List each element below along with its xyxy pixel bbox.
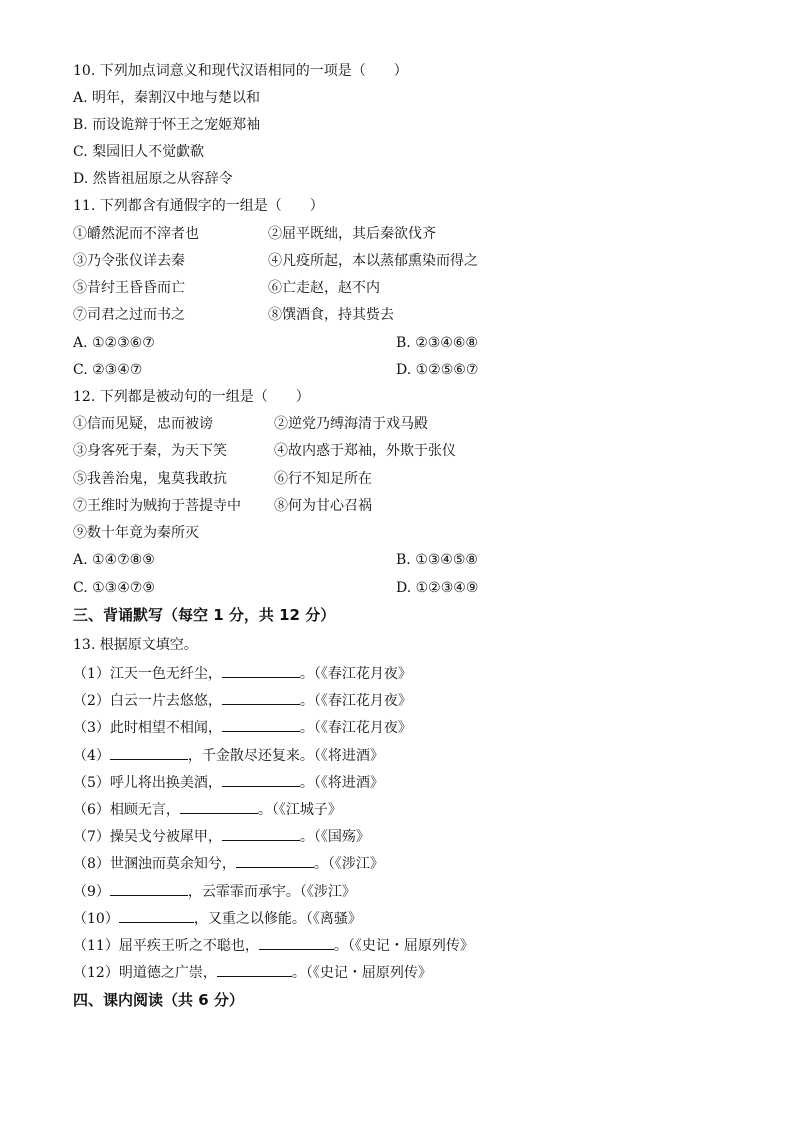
q13-item-number: （4） — [73, 748, 110, 764]
q12-item-8: ⑧何为甘心召祸 — [274, 498, 372, 514]
q13-item-prefix: 世溷浊而莫余知兮， — [109, 856, 236, 872]
q13-stem: 13. 根据原文填空。 — [73, 637, 198, 653]
q10-option-c: C. 梨园旧人不觉歔欷 — [73, 144, 205, 160]
q13-item-number: （3） — [73, 720, 110, 736]
q13-item-9 — [73, 882, 356, 901]
section-3-title: 三、背诵默写（每空 1 分，共 12 分） — [73, 606, 336, 624]
answer-blank[interactable] — [222, 691, 300, 705]
q12-item-1: ①信而见疑，忠而被谤 — [73, 416, 213, 432]
q13-item-number: （2） — [73, 693, 110, 709]
q13-item-number: （11） — [73, 938, 119, 954]
answer-blank[interactable] — [110, 882, 188, 896]
q12-item-7: ⑦王维时为贼拘于菩提寺中 — [73, 498, 241, 514]
q10-option-d: D. 然皆祖屈原之从容辞令 — [73, 171, 233, 187]
q13-item-suffix: 。（《春江花月夜》 — [299, 693, 412, 709]
q11-item-5: ⑤昔纣王昏昏而亡 — [73, 280, 185, 296]
q12-item-2: ②逆党乃缚海清于戏马殿 — [274, 416, 428, 432]
q13-item-suffix: 。（《春江花月夜》 — [299, 720, 412, 736]
q13-item-prefix: 操吴戈兮被犀甲， — [109, 829, 222, 845]
q12-item-6: ⑥行不知足所在 — [274, 471, 372, 487]
q13-item-7 — [73, 827, 370, 846]
q13-item-prefix: 江天一色无纤尘， — [109, 666, 222, 682]
q13-item-1 — [73, 664, 412, 683]
q12-item-9: ⑨数十年竟为秦所灭 — [73, 525, 199, 541]
q12-option-b: B. ①③④⑤⑧ — [396, 552, 478, 568]
answer-blank[interactable] — [236, 854, 314, 868]
answer-blank[interactable] — [259, 936, 334, 950]
q11-item-4: ④凡疫所起，本以蒸郁熏染而得之 — [268, 253, 478, 269]
answer-blank[interactable] — [222, 773, 300, 787]
q12-option-d: D. ①②③④⑨ — [396, 580, 479, 596]
q13-item-number: （1） — [73, 666, 110, 682]
q13-item-5 — [73, 773, 384, 792]
q11-item-6: ⑥亡走赵，赵不内 — [268, 280, 380, 296]
q13-item-prefix: 呼儿将出换美酒， — [109, 775, 222, 791]
q13-item-11 — [73, 936, 474, 955]
q13-item-6 — [73, 800, 342, 819]
q13-item-suffix: 。（《春江花月夜》 — [299, 666, 412, 682]
q13-item-prefix: 白云一片去悠悠， — [109, 693, 222, 709]
section-4-title: 四、课内阅读（共 6 分） — [73, 991, 244, 1009]
q13-item-8 — [73, 854, 384, 873]
q12-item-4: ④故内惑于郑袖，外欺于张仪 — [274, 443, 456, 459]
q11-item-7: ⑦司君之过而书之 — [73, 307, 185, 323]
q13-item-number: （6） — [73, 802, 110, 818]
q11-item-2: ②屈平既绌，其后秦欲伐齐 — [268, 226, 436, 242]
q13-item-suffix: 。（《国殇》 — [299, 829, 370, 845]
q11-option-b: B. ②③④⑥⑧ — [396, 335, 478, 351]
answer-blank[interactable] — [180, 800, 258, 814]
q13-item-12 — [73, 963, 432, 982]
q13-item-3 — [73, 718, 412, 737]
q13-item-number: （9） — [73, 884, 110, 900]
q13-item-number: （5） — [73, 775, 110, 791]
q10-option-a: A. 明年，秦割汉中地与楚以和 — [73, 90, 261, 106]
q13-item-number: （8） — [73, 856, 110, 872]
q13-item-suffix: 。（《史记・屈原列传》 — [333, 938, 474, 954]
q13-item-prefix: 屈平疾王听之不聪也， — [118, 938, 259, 954]
q13-item-number: （7） — [73, 829, 110, 845]
answer-blank[interactable] — [222, 827, 300, 841]
q13-item-number: （12） — [73, 965, 119, 981]
q13-item-suffix: 。（《将进酒》 — [299, 775, 384, 791]
q13-item-10 — [73, 909, 362, 928]
q13-item-suffix: 。（《史记・屈原列传》 — [291, 965, 432, 981]
q13-item-prefix: 此时相望不相闻， — [109, 720, 222, 736]
q13-item-suffix: ，千金散尽还复来。（《将进酒》 — [187, 748, 384, 764]
q10-option-b: B. 而设诡辩于怀王之宠姬郑袖 — [73, 117, 261, 133]
q13-item-number: （10） — [73, 911, 119, 927]
q13-item-suffix: 。（《江城子》 — [257, 802, 342, 818]
q12-item-5: ⑤我善治鬼，鬼莫我敢抗 — [73, 471, 227, 487]
q12-stem: 12. 下列都是被动句的一组是（ ） — [73, 389, 310, 405]
q12-option-a: A. ①④⑦⑧⑨ — [73, 552, 155, 568]
q11-stem: 11. 下列都含有通假字的一组是（ ） — [73, 198, 324, 214]
q13-item-suffix: ，又重之以修能。（《离骚》 — [193, 911, 362, 927]
q13-item-suffix: ，云霏霏而承宇。（《涉江》 — [187, 884, 356, 900]
q12-option-c: C. ①③④⑦⑨ — [73, 580, 155, 596]
q13-item-prefix: 相顾无言， — [109, 802, 180, 818]
answer-blank[interactable] — [222, 718, 300, 732]
q11-option-a: A. ①②③⑥⑦ — [73, 335, 155, 351]
answer-blank[interactable] — [217, 963, 292, 977]
q13-item-prefix: 明道德之广崇， — [118, 965, 217, 981]
q12-item-3: ③身客死于秦，为天下笑 — [73, 443, 227, 459]
answer-blank[interactable] — [110, 746, 188, 760]
q13-item-2 — [73, 691, 412, 710]
q13-item-suffix: 。（《涉江》 — [313, 856, 384, 872]
q10-stem: 10. 下列加点词意义和现代汉语相同的一项是（ ） — [73, 63, 408, 79]
answer-blank[interactable] — [222, 664, 300, 678]
q11-option-d: D. ①②⑤⑥⑦ — [396, 362, 479, 378]
q11-item-8: ⑧馔酒食，持其赀去 — [268, 307, 394, 323]
q11-item-3: ③乃令张仪详去秦 — [73, 253, 185, 269]
q11-option-c: C. ②③④⑦ — [73, 362, 143, 378]
q13-item-4 — [73, 746, 384, 765]
q11-item-1: ①皭然泥而不滓者也 — [73, 226, 199, 242]
answer-blank[interactable] — [119, 909, 194, 923]
